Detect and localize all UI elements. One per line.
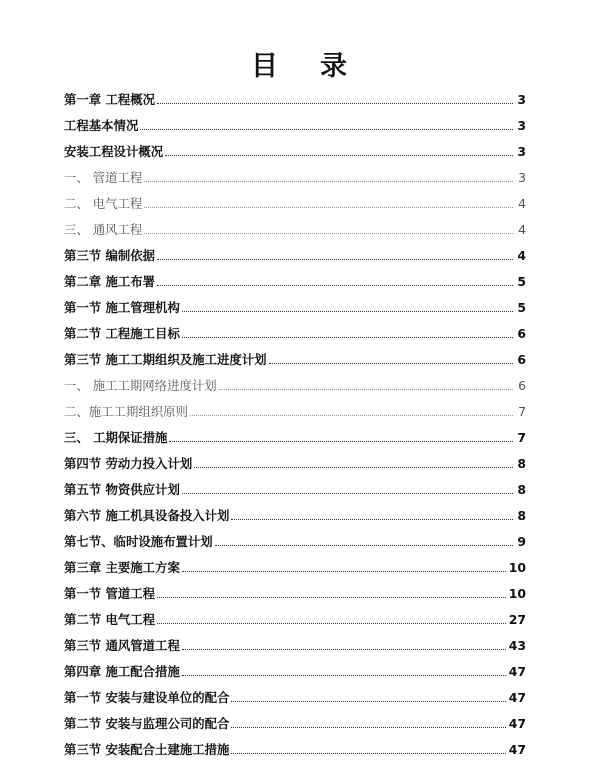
toc-entry-page: 4 — [518, 196, 526, 211]
toc-entry[interactable] — [64, 374, 526, 394]
toc-entry[interactable] — [64, 426, 526, 446]
toc-leader-dots — [190, 415, 513, 416]
toc-entry[interactable] — [64, 608, 526, 628]
toc-entry[interactable] — [64, 478, 526, 498]
toc-entry[interactable] — [64, 296, 526, 316]
toc-leader-dots — [182, 649, 506, 650]
toc-leader-dots — [269, 363, 513, 364]
toc-entry-label: 第二章 施工布署 — [64, 274, 156, 289]
toc-entry[interactable] — [64, 712, 526, 732]
toc-entry-page: 10 — [508, 560, 526, 575]
toc-leader-dots — [157, 623, 506, 624]
toc-entry-page: 43 — [508, 638, 526, 653]
toc-entry[interactable] — [64, 166, 526, 186]
toc-entry-label: 二、 电气工程 — [64, 196, 143, 211]
toc-entry-label: 第二节 电气工程 — [64, 612, 156, 627]
toc-entry-label: 一、 管道工程 — [64, 170, 143, 185]
toc-entry-label: 三、 工期保证措施 — [64, 430, 168, 445]
toc-entry[interactable] — [64, 114, 526, 134]
toc-entry[interactable] — [64, 530, 526, 550]
toc-entry-label: 第二节 安装与监理公司的配合 — [64, 716, 230, 731]
toc-entry-page: 47 — [508, 742, 526, 757]
toc-leader-dots — [182, 337, 513, 338]
toc-leader-dots — [144, 207, 513, 208]
toc-leader-dots — [165, 155, 513, 156]
toc-entry-page: 4 — [518, 222, 526, 237]
toc-entry-page: 47 — [508, 690, 526, 705]
toc-entry-label: 第四节 劳动力投入计划 — [64, 456, 193, 471]
toc-entry-label: 二、施工工期组织原则 — [64, 404, 188, 419]
toc-leader-dots — [144, 233, 513, 234]
toc-entry-page: 8 — [517, 482, 526, 497]
toc-leader-dots — [231, 753, 505, 754]
toc-entry-label: 第四章 施工配合措施 — [64, 664, 180, 679]
toc-entry-label: 第三节 通风管道工程 — [64, 638, 180, 653]
toc-entry-page: 5 — [517, 300, 526, 315]
toc-leader-dots — [157, 285, 513, 286]
toc-entry-label: 三、 通风工程 — [64, 222, 143, 237]
toc-leader-dots — [182, 571, 506, 572]
toc-entry-label: 第三节 安装配合土建施工措施 — [64, 742, 230, 757]
toc-entry-page: 27 — [508, 612, 526, 627]
page-title — [0, 44, 600, 83]
toc-entry[interactable] — [64, 582, 526, 602]
toc-entry[interactable] — [64, 400, 526, 420]
toc-entry-label: 第二节 工程施工目标 — [64, 326, 180, 341]
toc-entry-page: 6 — [517, 352, 526, 367]
toc-leader-dots — [140, 129, 513, 130]
toc-entry-page: 3 — [518, 170, 526, 185]
toc-entry-label: 第六节 施工机具设备投入计划 — [64, 508, 230, 523]
toc-entry-label: 第五节 物资供应计划 — [64, 482, 180, 497]
toc-leader-dots — [157, 103, 513, 104]
title-char-1: 目 — [251, 51, 280, 82]
toc-entry[interactable] — [64, 634, 526, 654]
toc-entry-page: 8 — [517, 508, 526, 523]
toc-entry-page: 47 — [508, 664, 526, 679]
toc-entry-label: 第三节 编制依据 — [64, 248, 156, 263]
toc-leader-dots — [215, 545, 513, 546]
toc-leader-dots — [231, 727, 505, 728]
toc-entry-label: 一、 施工工期网络进度计划 — [64, 378, 217, 393]
toc-entry[interactable] — [64, 244, 526, 264]
toc-leader-dots — [231, 519, 513, 520]
toc-leader-dots — [157, 597, 506, 598]
toc-leader-dots — [219, 389, 513, 390]
toc-entry-label: 安装工程设计概况 — [64, 144, 164, 159]
toc-entry-page: 6 — [517, 326, 526, 341]
toc-entry-page: 3 — [517, 144, 526, 159]
toc-leader-dots — [182, 311, 513, 312]
toc-entry-page: 9 — [517, 534, 526, 549]
toc-leader-dots — [182, 493, 513, 494]
toc-entry[interactable] — [64, 322, 526, 342]
toc-entry-label: 第一章 工程概况 — [64, 92, 156, 107]
toc-entry-page: 3 — [517, 92, 526, 107]
toc-entry[interactable] — [64, 504, 526, 524]
toc-entry[interactable] — [64, 556, 526, 576]
toc-leader-dots — [182, 675, 506, 676]
toc-entry[interactable] — [64, 270, 526, 290]
toc-entry-label: 第一节 安装与建设单位的配合 — [64, 690, 230, 705]
toc-leader-dots — [231, 701, 505, 702]
toc-entry-page: 10 — [508, 586, 526, 601]
toc-entry[interactable] — [64, 348, 526, 368]
toc-entry-page: 3 — [517, 118, 526, 133]
toc-entry[interactable] — [64, 192, 526, 212]
toc-entry-label: 第一节 施工管理机构 — [64, 300, 180, 315]
toc-entry-page: 7 — [517, 430, 526, 445]
toc-entry-page: 8 — [517, 456, 526, 471]
toc-leader-dots — [194, 467, 513, 468]
toc-entry-label: 第三章 主要施工方案 — [64, 560, 180, 575]
toc-entry-page: 4 — [517, 248, 526, 263]
toc-leader-dots — [169, 441, 513, 442]
toc-entry-page: 5 — [517, 274, 526, 289]
toc-entry-page: 7 — [518, 404, 526, 419]
toc-leader-dots — [157, 259, 513, 260]
toc-entry-page: 47 — [508, 716, 526, 731]
toc-entry[interactable] — [64, 660, 526, 680]
title-char-2: 录 — [320, 51, 349, 82]
toc-leader-dots — [144, 181, 513, 182]
toc-entry-page: 6 — [518, 378, 526, 393]
toc-entry[interactable] — [64, 686, 526, 706]
toc-entry[interactable] — [64, 140, 526, 160]
toc-entry-label: 工程基本情况 — [64, 118, 139, 133]
toc-entry[interactable] — [64, 452, 526, 472]
toc-entry-label: 第三节 施工工期组织及施工进度计划 — [64, 352, 267, 367]
toc-entry[interactable] — [64, 218, 526, 238]
toc-entry[interactable] — [64, 738, 526, 758]
toc-entry-label: 第一节 管道工程 — [64, 586, 156, 601]
toc-entry-label: 第七节、临时设施布置计划 — [64, 534, 213, 549]
toc-entry[interactable] — [64, 88, 526, 108]
